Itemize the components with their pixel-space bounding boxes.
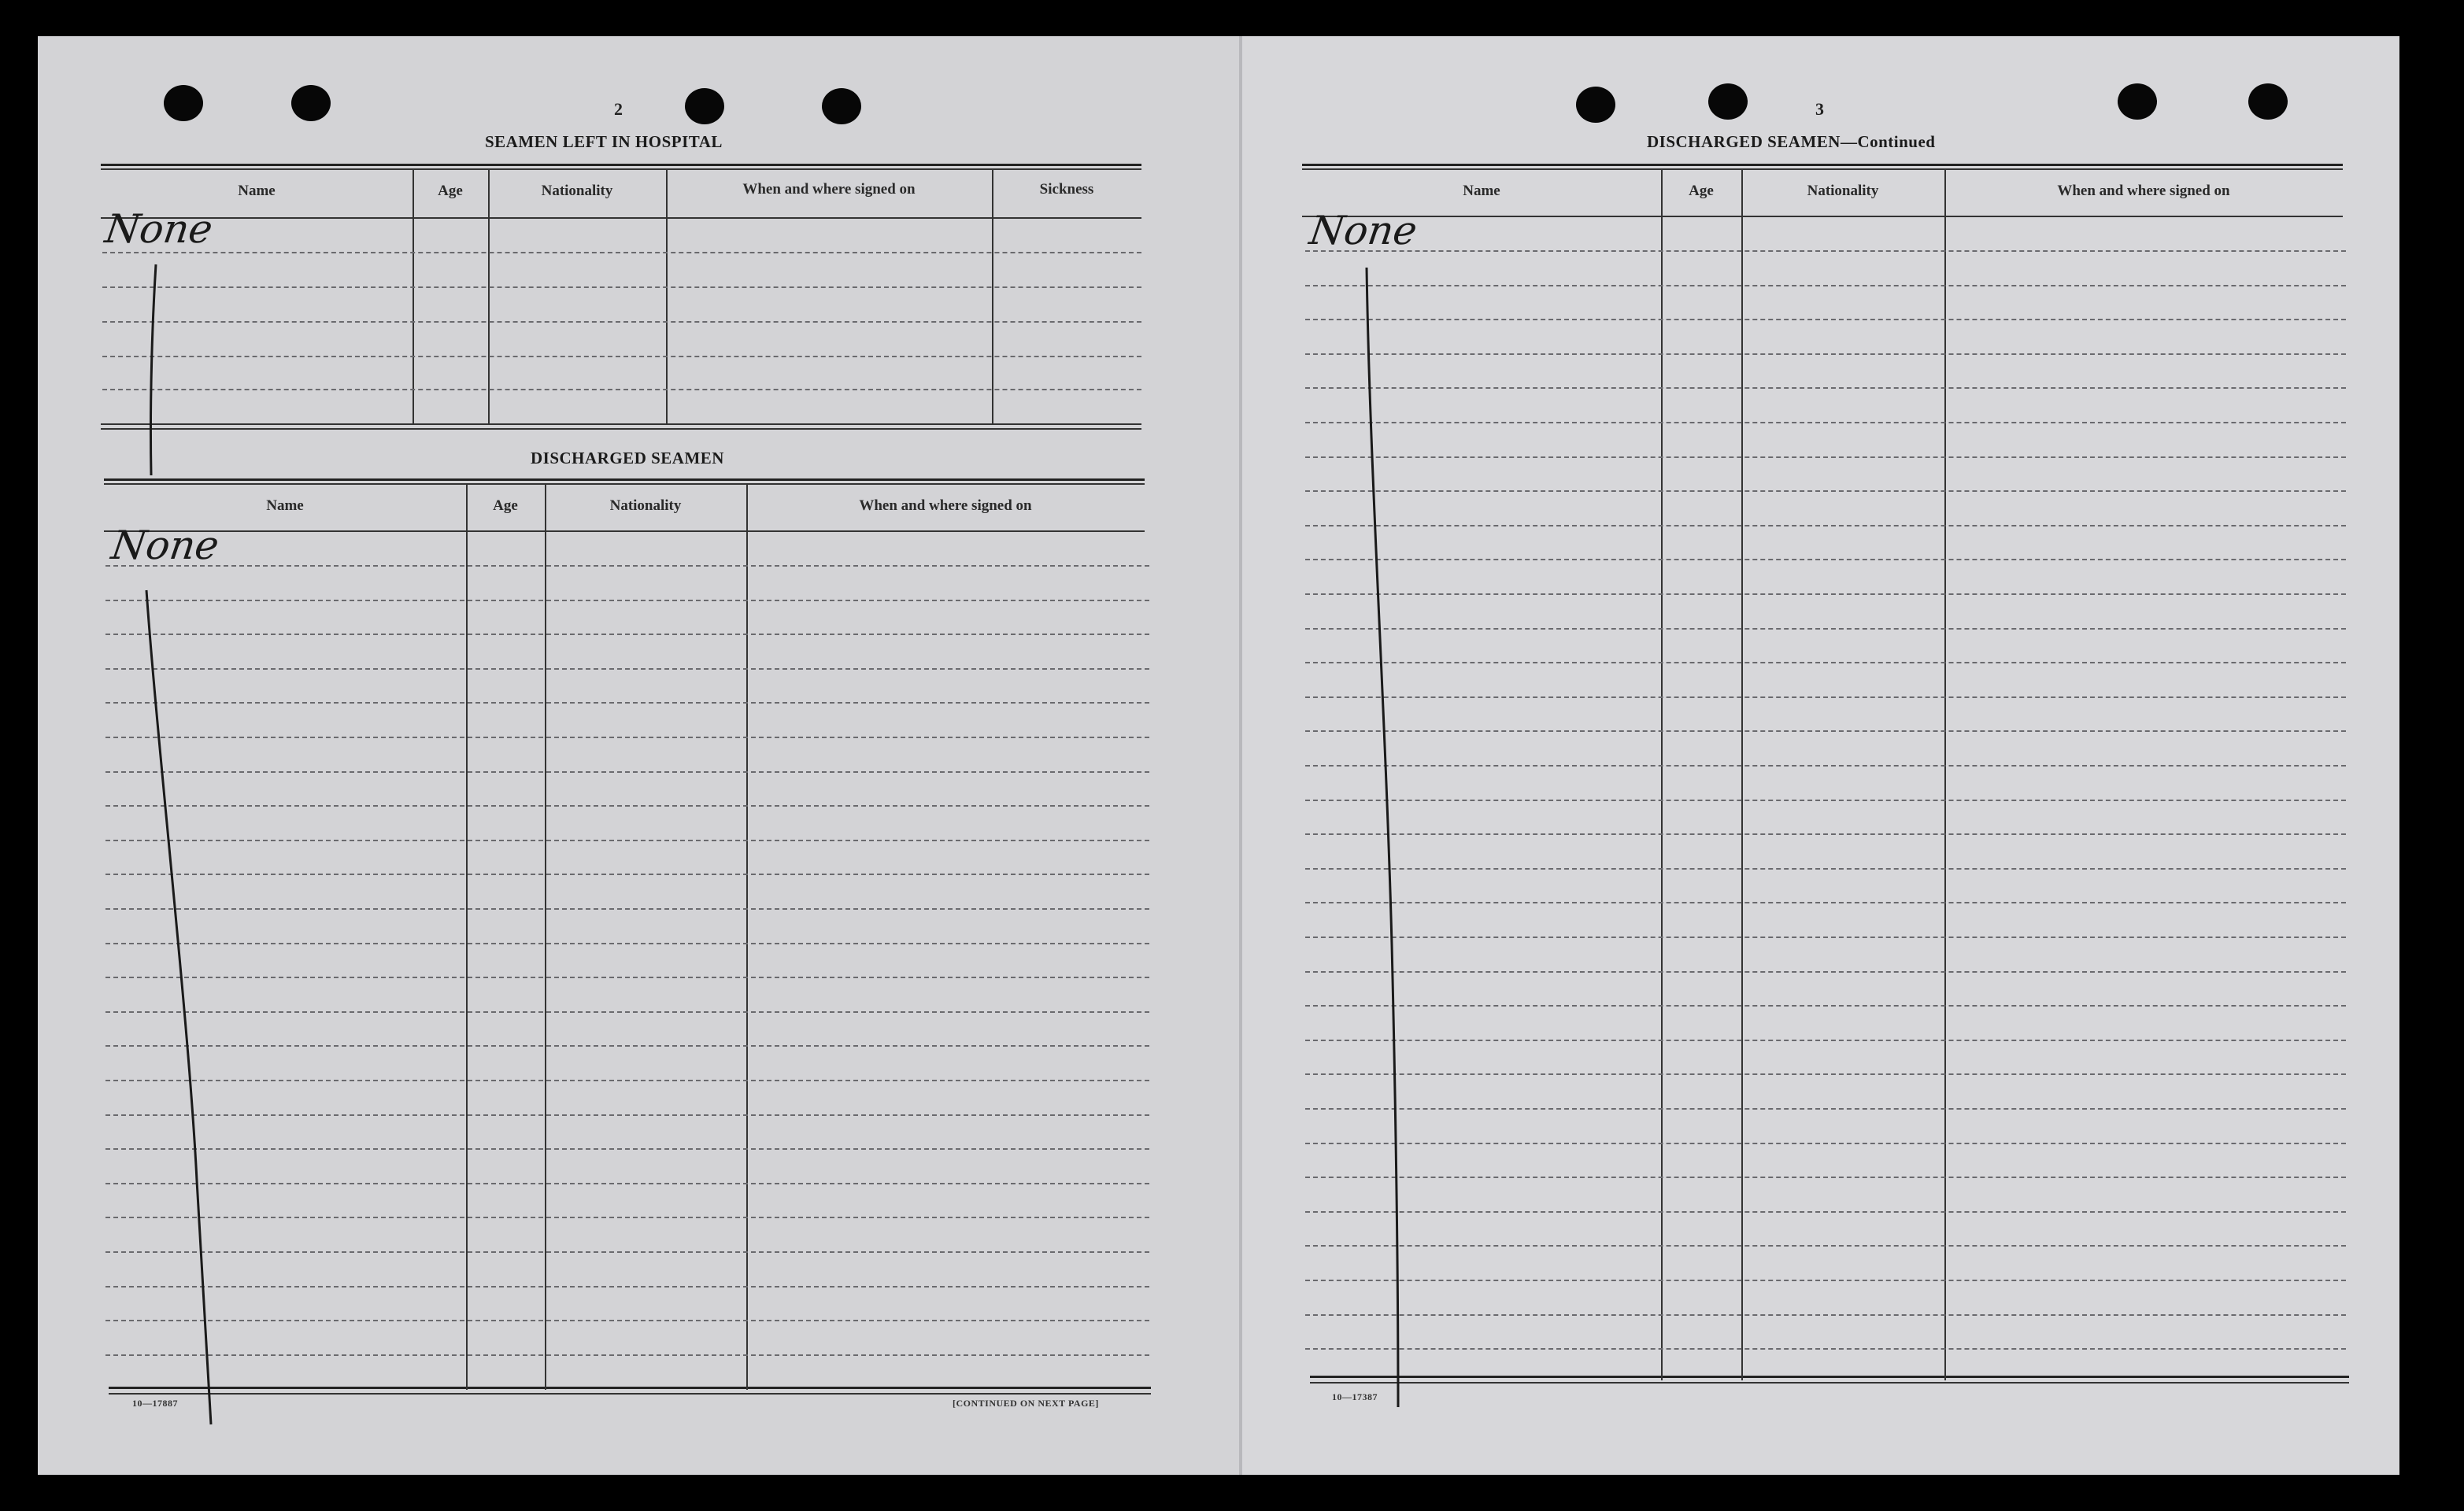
column-header-signed-on: When and where signed on bbox=[859, 497, 1032, 514]
column-header-nationality: Nationality bbox=[541, 183, 613, 199]
column-header-age: Age bbox=[1689, 183, 1714, 199]
continued-note: [CONTINUED ON NEXT PAGE] bbox=[953, 1398, 1099, 1409]
column-header-nationality: Nationality bbox=[609, 497, 682, 514]
column-header-name: Name bbox=[1463, 183, 1500, 199]
column-header-sickness: Sickness bbox=[1039, 181, 1094, 198]
column-header-signed-on: When and where signed on bbox=[2057, 183, 2230, 199]
pen-stroke bbox=[146, 590, 211, 1424]
handwritten-none: None bbox=[102, 206, 216, 252]
handwritten-none: None bbox=[108, 523, 222, 568]
hospital-section-title: SEAMEN LEFT IN HOSPITAL bbox=[485, 132, 723, 151]
discharged-section-title: DISCHARGED SEAMEN bbox=[531, 449, 724, 467]
pen-stroke bbox=[1367, 268, 1398, 1407]
pen-stroke bbox=[150, 264, 156, 475]
column-header-age: Age bbox=[438, 183, 463, 199]
title-continued: —Continued bbox=[1840, 132, 1936, 151]
column-header-name: Name bbox=[266, 497, 304, 514]
column-header-age: Age bbox=[493, 497, 518, 514]
form-number: 10—17887 bbox=[132, 1398, 178, 1409]
page-number: 3 bbox=[1815, 99, 1824, 119]
handwritten-none: None bbox=[1306, 208, 1420, 253]
form-number: 10—17387 bbox=[1332, 1391, 1378, 1402]
column-header-signed-on: When and where signed on bbox=[742, 181, 916, 198]
title-main: DISCHARGED SEAMEN bbox=[1647, 132, 1841, 151]
column-header-name: Name bbox=[238, 183, 276, 199]
page-number: 2 bbox=[614, 99, 623, 119]
column-header-nationality: Nationality bbox=[1807, 183, 1879, 199]
